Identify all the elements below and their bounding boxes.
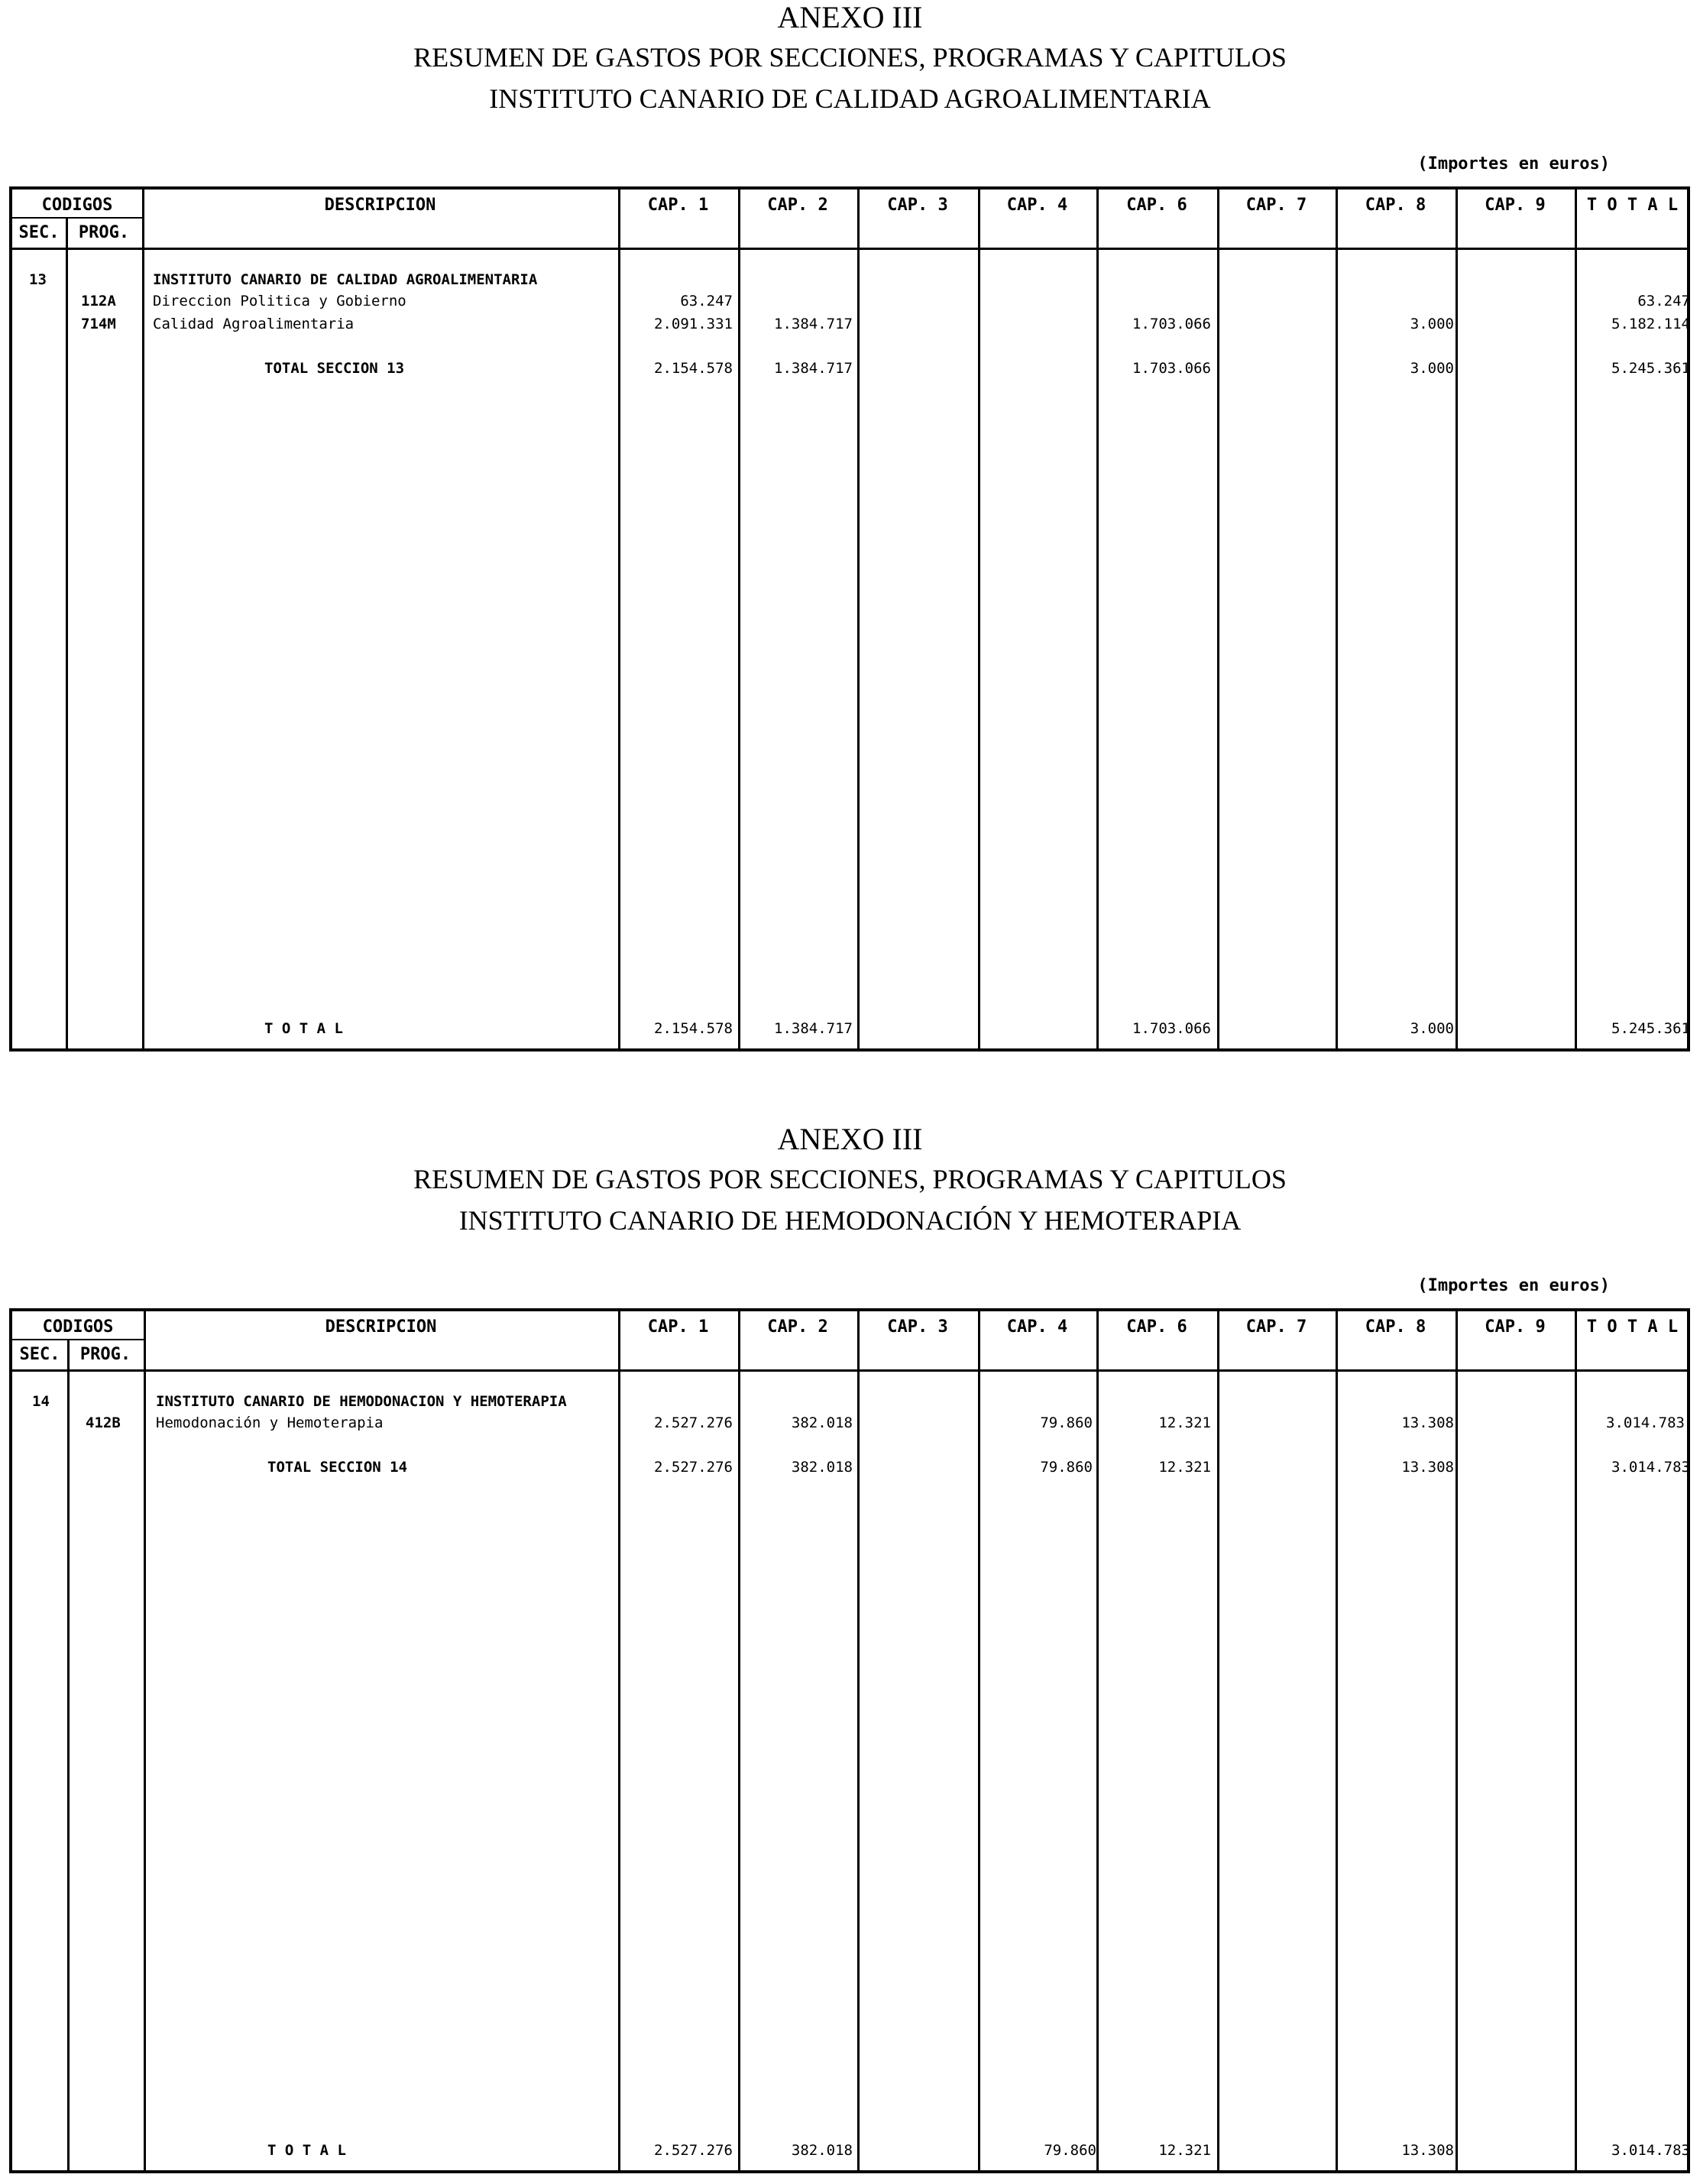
col-divider <box>1096 1311 1099 2170</box>
total-value: 5.245.361 <box>1611 1020 1690 1037</box>
cap4-value: 79.860 <box>1040 1414 1093 1431</box>
cap6-value: 12.321 <box>1158 1414 1211 1431</box>
col-divider <box>67 1339 70 2170</box>
cap1-value: 2.154.578 <box>654 1020 733 1037</box>
section-code: 13 <box>29 271 47 288</box>
cap4-value: 79.860 <box>1044 2142 1096 2159</box>
header-codigos: CODIGOS <box>41 196 113 215</box>
cap6-value: 12.321 <box>1158 2142 1211 2159</box>
cap8-value: 13.308 <box>1401 1414 1454 1431</box>
institution-name: INSTITUTO CANARIO DE HEMODONACIÓN Y HEMOTERAPIA <box>458 1205 1242 1236</box>
program-code: 714M <box>81 316 116 332</box>
header-cap4: CAP. 4 <box>1006 196 1068 215</box>
cap8-value: 13.308 <box>1401 1459 1454 1476</box>
section-total-label: TOTAL SECCION 14 <box>267 1459 408 1476</box>
cap1-value: 2.527.276 <box>654 2142 733 2159</box>
total-value: 5.182.114 <box>1611 316 1690 332</box>
cap2-value: 382.018 <box>791 2142 853 2159</box>
cap4-value: 79.860 <box>1040 1459 1093 1476</box>
header-cap6: CAP. 6 <box>1126 196 1187 215</box>
col-divider <box>1456 1311 1458 2170</box>
section-code: 14 <box>32 1393 50 1410</box>
program-code: 112A <box>81 293 116 309</box>
header-descripcion: DESCRIPCION <box>325 1317 437 1337</box>
header-sec: SEC. <box>19 1345 60 1364</box>
header-cap7: CAP. 7 <box>1245 1317 1307 1337</box>
annex-title: ANEXO III <box>777 1122 923 1156</box>
section-total-label: TOTAL SECCION 13 <box>264 360 405 377</box>
header-prog: PROG. <box>79 1345 131 1364</box>
budget-table <box>9 186 1690 1051</box>
col-divider <box>1575 1311 1577 2170</box>
row-divider <box>12 1339 144 1340</box>
cap2-value: 382.018 <box>791 1414 853 1431</box>
header-cap1: CAP. 1 <box>647 196 709 215</box>
cap1-value: 2.527.276 <box>654 1414 733 1431</box>
cap6-value: 12.321 <box>1158 1459 1211 1476</box>
institution-name: INSTITUTO CANARIO DE CALIDAD AGROALIMENTARIA <box>489 83 1211 114</box>
program-description: Calidad Agroalimentaria <box>153 316 355 332</box>
units-note: (Importes en euros) <box>1417 1276 1610 1295</box>
cap2-value: 1.384.717 <box>774 360 853 377</box>
cap1-value: 63.247 <box>680 293 733 309</box>
cap8-value: 3.000 <box>1410 360 1454 377</box>
col-divider <box>144 1311 146 2170</box>
header-cap6: CAP. 6 <box>1126 1317 1187 1337</box>
cap1-value: 2.154.578 <box>654 360 733 377</box>
header-total: T O T A L <box>1586 1317 1679 1337</box>
col-divider <box>738 1311 740 2170</box>
program-description: Hemodonación y Hemoterapia <box>156 1414 384 1431</box>
col-divider <box>618 1311 620 2170</box>
col-divider <box>1456 190 1458 1048</box>
program-code: 412B <box>86 1414 121 1431</box>
col-divider <box>857 190 860 1048</box>
header-divider <box>12 1369 1687 1372</box>
cap6-value: 1.703.066 <box>1132 316 1211 332</box>
header-cap9: CAP. 9 <box>1485 1317 1546 1337</box>
grand-total-label: T O T A L <box>264 1020 343 1037</box>
cap6-value: 1.703.066 <box>1132 360 1211 377</box>
header-cap2: CAP. 2 <box>767 196 828 215</box>
cap2-value: 1.384.717 <box>774 316 853 332</box>
col-divider <box>1217 190 1219 1048</box>
col-divider <box>978 190 980 1048</box>
header-cap9: CAP. 9 <box>1485 196 1546 215</box>
header-prog: PROG. <box>78 223 130 242</box>
total-value: 63.247 <box>1637 293 1690 309</box>
total-value: 3.014.783 <box>1611 2142 1690 2159</box>
header-cap3: CAP. 3 <box>887 196 948 215</box>
header-total: T O T A L <box>1586 196 1679 215</box>
header-codigos: CODIGOS <box>42 1317 114 1337</box>
col-divider <box>857 1311 860 2170</box>
total-value: 3.014.783 <box>1611 1459 1690 1476</box>
col-divider <box>978 1311 980 2170</box>
header-sec: SEC. <box>18 223 60 242</box>
annex-subtitle: RESUMEN DE GASTOS POR SECCIONES, PROGRAMAS Y CAPITULOS <box>413 1164 1287 1194</box>
col-divider <box>66 217 68 1048</box>
total-value: 3.014.783 <box>1606 1414 1685 1431</box>
units-note: (Importes en euros) <box>1417 154 1610 173</box>
cap8-value: 3.000 <box>1410 316 1454 332</box>
cap6-value: 1.703.066 <box>1132 1020 1211 1037</box>
cap2-value: 1.384.717 <box>774 1020 853 1037</box>
cap8-value: 13.308 <box>1401 2142 1454 2159</box>
grand-total-label: T O T A L <box>267 2142 346 2159</box>
budget-table <box>9 1308 1690 2173</box>
cap2-value: 382.018 <box>791 1459 853 1476</box>
total-value: 5.245.361 <box>1611 360 1690 377</box>
annex-title: ANEXO III <box>777 0 923 34</box>
header-descripcion: DESCRIPCION <box>324 196 436 215</box>
col-divider <box>142 190 144 1048</box>
cap1-value: 2.091.331 <box>654 316 733 332</box>
annex-subtitle: RESUMEN DE GASTOS POR SECCIONES, PROGRAMAS Y CAPITULOS <box>413 42 1287 73</box>
col-divider <box>1336 1311 1338 2170</box>
header-cap7: CAP. 7 <box>1245 196 1307 215</box>
cap1-value: 2.527.276 <box>654 1459 733 1476</box>
section-name: INSTITUTO CANARIO DE HEMODONACION Y HEMOTERAPIA <box>156 1393 567 1410</box>
cap8-value: 3.000 <box>1410 1020 1454 1037</box>
header-cap3: CAP. 3 <box>887 1317 948 1337</box>
header-cap4: CAP. 4 <box>1006 1317 1068 1337</box>
header-cap8: CAP. 8 <box>1365 1317 1426 1337</box>
header-cap1: CAP. 1 <box>647 1317 709 1337</box>
header-divider <box>12 248 1687 250</box>
section-name: INSTITUTO CANARIO DE CALIDAD AGROALIMENTARIA <box>153 271 538 288</box>
col-divider <box>1217 1311 1219 2170</box>
row-divider <box>12 217 142 219</box>
header-cap2: CAP. 2 <box>767 1317 828 1337</box>
header-cap8: CAP. 8 <box>1365 196 1426 215</box>
program-description: Direccion Politica y Gobierno <box>153 293 406 309</box>
